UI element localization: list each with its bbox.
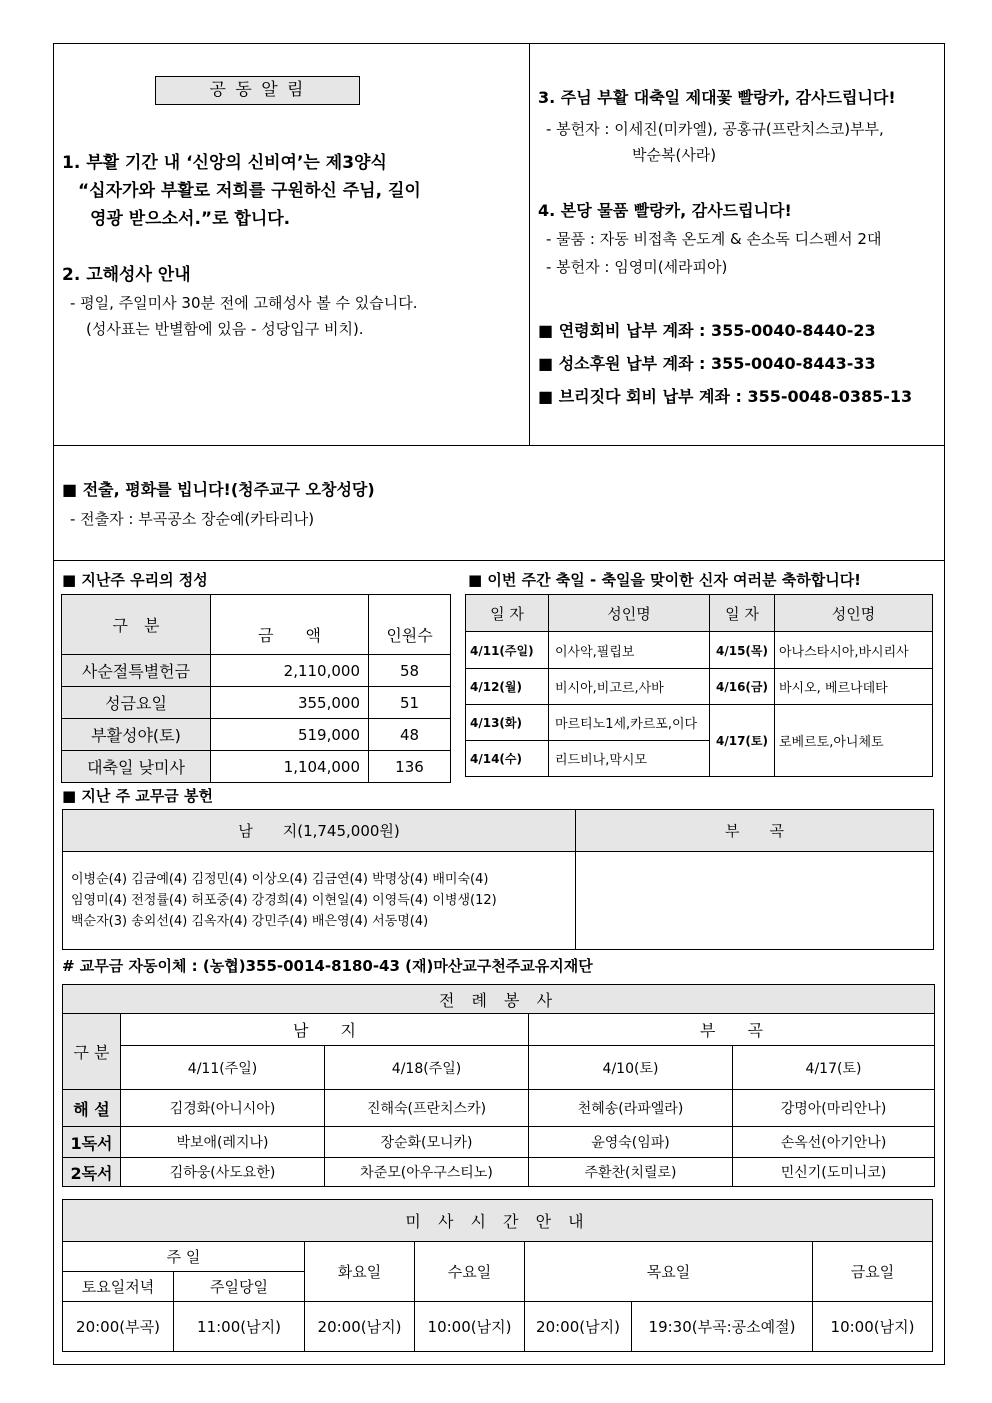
section-divider-1 — [53, 445, 945, 446]
mass-sat-evening: 토요일저녁 — [63, 1272, 174, 1302]
mass-sunday-day: 주일당일 — [174, 1272, 305, 1302]
diocesan-table — [62, 809, 934, 950]
feast-saints: 아나스타시아,바시리사 — [775, 632, 933, 669]
offerings-header-count: 인원수 — [369, 595, 451, 655]
feast-date: 4/13(화) — [466, 705, 549, 741]
liturgy-date: 4/10(토) — [529, 1046, 733, 1090]
liturgy-name: 김경화(아니시아) — [121, 1090, 325, 1127]
mass-tue: 화요일 — [305, 1242, 415, 1302]
liturgy-namji: 남 지 — [121, 1014, 529, 1046]
mass-time: 10:00(남지) — [415, 1302, 525, 1352]
notice-item3-heading: 3. 주님 부활 대축일 제대꽃 빨랑카, 감사드립니다! — [538, 88, 896, 107]
mass-time: 10:00(남지) — [813, 1302, 933, 1352]
liturgy-name: 김하웅(사도요한) — [121, 1158, 325, 1187]
offerings-row-amount: 519,000 — [211, 719, 369, 751]
feasts-header-date: 일 자 — [710, 595, 775, 632]
liturgy-name: 강명아(마리안나) — [733, 1090, 935, 1127]
liturgy-date: 4/18(주일) — [325, 1046, 529, 1090]
liturgy-name: 진해숙(프란치스카) — [325, 1090, 529, 1127]
notice-item3-line2: 박순복(사라) — [632, 146, 717, 164]
mass-time: 11:00(남지) — [174, 1302, 305, 1352]
liturgy-name: 박보애(레지나) — [121, 1127, 325, 1158]
feast-date: 4/12(월) — [466, 669, 549, 705]
feast-date: 4/17(토) — [710, 705, 775, 777]
notice-item2-heading: 2. 고해성사 안내 — [62, 265, 191, 285]
notice-item1-line2: “십자가와 부활로 저희를 구원하신 주님, 길이 — [78, 181, 421, 201]
diocesan-names — [63, 852, 576, 950]
liturgy-role: 해 설 — [63, 1090, 121, 1127]
notice-item4-heading: 4. 본당 물품 빨랑카, 감사드립니다! — [538, 201, 792, 220]
notice-item1-line3: 영광 받으소서.”로 합니다. — [90, 209, 291, 229]
notice-title: 공 동 알 림 — [155, 76, 360, 105]
liturgy-title: 전 례 봉 사 — [63, 985, 935, 1014]
liturgy-name: 손옥선(아기안나) — [733, 1127, 935, 1158]
offerings-table — [61, 594, 451, 783]
diocesan-names-line: 이병순(4) 김금예(4) 김정민(4) 이상오(4) 김금연(4) 박명상(4) 배미숙(4) — [71, 872, 489, 887]
liturgy-name: 주환찬(치릴로) — [529, 1158, 733, 1187]
offerings-row-count: 51 — [369, 687, 451, 719]
feast-saints: 로베르토,아니체토 — [775, 705, 933, 777]
top-column-divider — [529, 43, 530, 445]
liturgy-name: 윤영숙(임파) — [529, 1127, 733, 1158]
offerings-row-amount: 1,104,000 — [211, 751, 369, 783]
feast-date: 4/16(금) — [710, 669, 775, 705]
feast-saints: 비시아,비고르,사바 — [549, 669, 710, 705]
feasts-table — [465, 594, 933, 777]
liturgy-date: 4/17(토) — [733, 1046, 935, 1090]
liturgy-role: 2독서 — [63, 1158, 121, 1187]
mass-table — [62, 1199, 933, 1352]
feast-saints: 마르티노1세,카르포,이다 — [549, 705, 710, 741]
notice-item4-line1: - 물품 : 자동 비접촉 온도계 & 손소독 디스펜서 2대 — [546, 230, 882, 248]
section-divider-2 — [53, 560, 945, 561]
feasts-heading: ■ 이번 주간 축일 - 축일을 맞이한 신자 여러분 축하합니다! — [468, 571, 862, 589]
diocesan-names-line: 백순자(3) 송외선(4) 김옥자(4) 강민주(4) 배은영(4) 서동명(4) — [71, 914, 429, 929]
diocesan-bugok-header: 부 곡 — [576, 810, 934, 852]
liturgy-table — [62, 984, 935, 1187]
offerings-row-count: 48 — [369, 719, 451, 751]
account-line: ■ 성소후원 납부 계좌 : 355-0040-8443-33 — [538, 354, 876, 373]
offerings-row-label: 사순절특별헌금 — [62, 655, 211, 687]
notice-item3-line1: - 봉헌자 : 이세진(미카엘), 공홍규(프란치스코)부부, — [546, 120, 884, 138]
transfer-line: - 전출자 : 부곡공소 장순예(카타리나) — [70, 510, 315, 528]
feast-date: 4/15(목) — [710, 632, 775, 669]
feasts-header-date: 일 자 — [466, 595, 549, 632]
offerings-row-count: 58 — [369, 655, 451, 687]
mass-time: 19:30(부곡:공소예절) — [632, 1302, 813, 1352]
feasts-header-saint: 성인명 — [775, 595, 933, 632]
offerings-row-count: 136 — [369, 751, 451, 783]
mass-fri: 금요일 — [813, 1242, 933, 1302]
mass-time: 20:00(남지) — [305, 1302, 415, 1352]
diocesan-heading: ■ 지난 주 교무금 봉헌 — [62, 787, 213, 805]
liturgy-name: 민신기(도미니코) — [733, 1158, 935, 1187]
offerings-header-amount: 금 액 — [211, 595, 369, 655]
liturgy-role: 1독서 — [63, 1127, 121, 1158]
liturgy-gubun: 구 분 — [63, 1014, 121, 1090]
feast-saints: 이사악,필립보 — [549, 632, 710, 669]
mass-time: 20:00(남지) — [525, 1302, 632, 1352]
offerings-row-label: 대축일 낮미사 — [62, 751, 211, 783]
liturgy-name: 천혜송(라파엘라) — [529, 1090, 733, 1127]
notice-item2-line1: - 평일, 주일미사 30분 전에 고해성사 볼 수 있습니다. — [70, 294, 418, 312]
mass-thu: 목요일 — [525, 1242, 813, 1302]
feast-saints: 바시오, 베르나데타 — [775, 669, 933, 705]
transfer-heading: ■ 전출, 평화를 빕니다!(청주교구 오창성당) — [62, 480, 375, 499]
feast-date: 4/11(주일) — [466, 632, 549, 669]
liturgy-date: 4/11(주일) — [121, 1046, 325, 1090]
account-line: ■ 연령회비 납부 계좌 : 355-0040-8440-23 — [538, 321, 876, 340]
liturgy-bugok: 부 곡 — [529, 1014, 935, 1046]
diocesan-bugok-names — [576, 852, 934, 950]
notice-item4-line2: - 봉헌자 : 임영미(세라피아) — [546, 258, 728, 276]
notice-item2-line2: (성사표는 반별함에 있음 - 성당입구 비치). — [86, 320, 364, 338]
diocesan-namji-header: 남 지(1,745,000원) — [63, 810, 576, 852]
mass-wed: 수요일 — [415, 1242, 525, 1302]
offerings-header-gubun: 구 분 — [62, 595, 211, 655]
notice-item1-heading: 1. 부활 기간 내 ‘신앙의 신비여’는 제3양식 — [62, 153, 387, 173]
offerings-row-label: 성금요일 — [62, 687, 211, 719]
mass-sunday: 주 일 — [63, 1242, 305, 1272]
feast-date: 4/14(수) — [466, 741, 549, 777]
liturgy-name: 장순화(모니카) — [325, 1127, 529, 1158]
offerings-heading: ■ 지난주 우리의 정성 — [62, 571, 208, 589]
offerings-row-amount: 2,110,000 — [211, 655, 369, 687]
mass-title: 미 사 시 간 안 내 — [63, 1200, 933, 1242]
account-line: ■ 브리짓다 회비 납부 계좌 : 355-0048-0385-13 — [538, 387, 913, 406]
feast-saints: 리드비나,막시모 — [549, 741, 710, 777]
diocesan-names-line: 임영미(4) 전정률(4) 허포중(4) 강경희(4) 이현일(4) 이영득(4) 이병생(12) — [71, 893, 497, 908]
offerings-row-label: 부활성야(토) — [62, 719, 211, 751]
mass-time: 20:00(부곡) — [63, 1302, 174, 1352]
feasts-header-saint: 성인명 — [549, 595, 710, 632]
offerings-row-amount: 355,000 — [211, 687, 369, 719]
autopay-line: # 교무금 자동이체 : (농협)355-0014-8180-43 (재)마산교구천주교유지재단 — [62, 957, 593, 975]
liturgy-name: 차준모(아우구스티노) — [325, 1158, 529, 1187]
